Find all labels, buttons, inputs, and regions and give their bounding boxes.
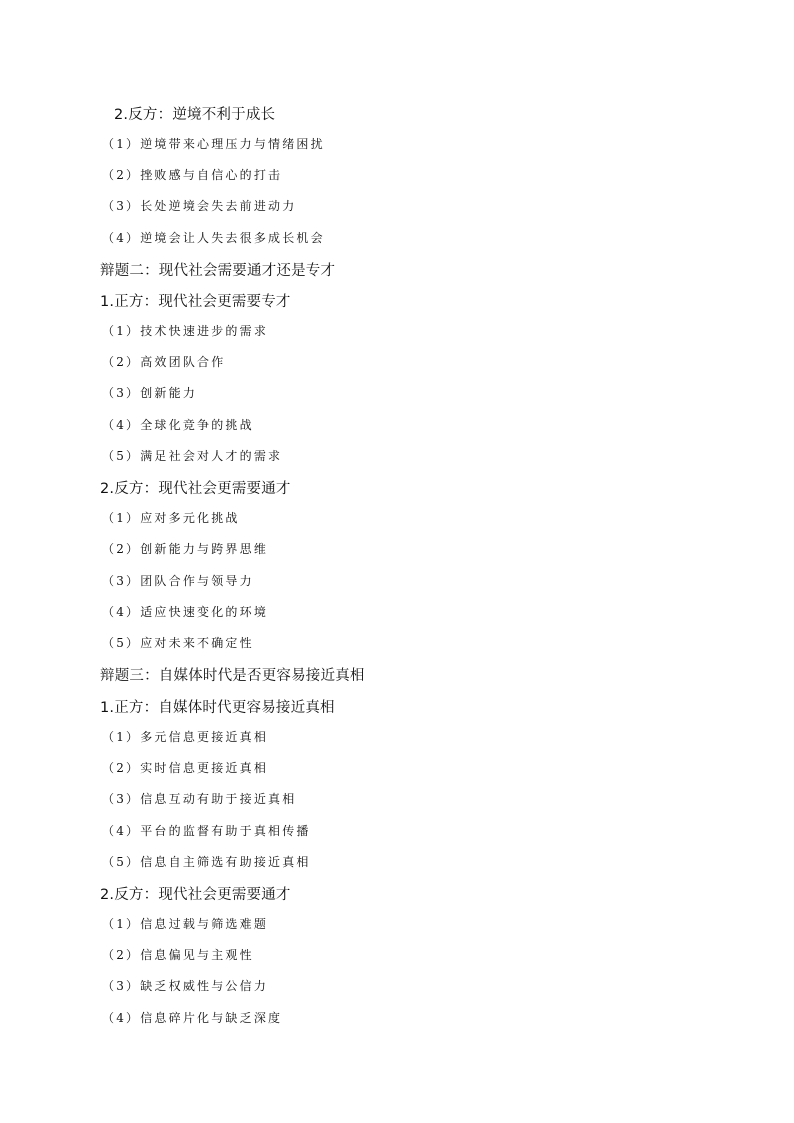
list-item: （1）技术快速进步的需求	[102, 324, 269, 338]
list-item: （3）团队合作与领导力	[102, 574, 254, 588]
list-item: （4）适应快速变化的环境	[102, 605, 269, 619]
debate-topic-heading: 辩题二：现代社会需要通才还是专才	[100, 263, 336, 279]
side-heading: 2.反方：逆境不利于成长	[114, 107, 276, 123]
list-item: （3）创新能力	[102, 386, 198, 400]
list-item: （1）信息过载与筛选难题	[102, 917, 269, 931]
list-item: （1）应对多元化挑战	[102, 511, 240, 525]
debate-topic-heading: 辩题三：自媒体时代是否更容易接近真相	[100, 668, 365, 684]
list-item: （3）长处逆境会失去前进动力	[102, 199, 297, 213]
list-item: （2）挫败感与自信心的打击	[102, 168, 283, 182]
list-item: （2）创新能力与跨界思维	[102, 542, 269, 556]
side-heading: 1.正方：现代社会更需要专才	[100, 294, 291, 310]
list-item: （5）应对未来不确定性	[102, 636, 254, 650]
list-item: （3）缺乏权威性与公信力	[102, 979, 269, 993]
side-heading: 2.反方：现代社会更需要通才	[100, 481, 291, 497]
list-item: （2）信息偏见与主观性	[102, 948, 254, 962]
list-item: （1）逆境带来心理压力与情绪困扰	[102, 137, 325, 151]
list-item: （2）实时信息更接近真相	[102, 761, 269, 775]
list-item: （2）高效团队合作	[102, 355, 226, 369]
list-item: （4）逆境会让人失去很多成长机会	[102, 231, 325, 245]
list-item: （5）信息自主筛选有助接近真相	[102, 855, 311, 869]
list-item: （4）平台的监督有助于真相传播	[102, 824, 311, 838]
side-heading: 2.反方：现代社会更需要通才	[100, 887, 291, 903]
side-heading: 1.正方：自媒体时代更容易接近真相	[100, 700, 335, 716]
list-item: （5）满足社会对人才的需求	[102, 449, 283, 463]
list-item: （3）信息互动有助于接近真相	[102, 792, 297, 806]
list-item: （1）多元信息更接近真相	[102, 730, 269, 744]
list-item: （4）信息碎片化与缺乏深度	[102, 1011, 283, 1025]
list-item: （4）全球化竞争的挑战	[102, 418, 254, 432]
